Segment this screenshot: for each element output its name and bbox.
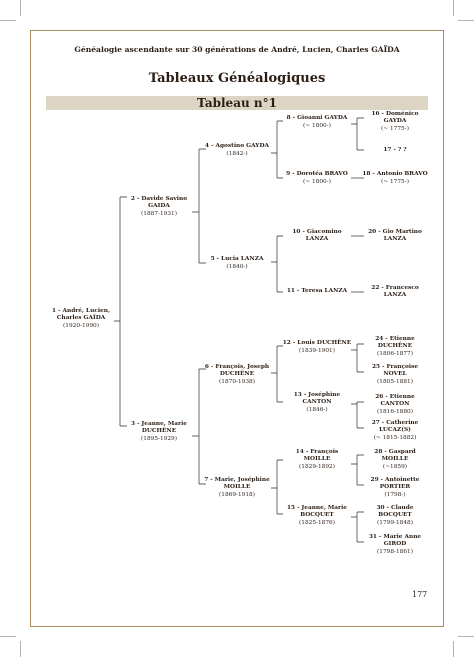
person-25 xyxy=(360,364,430,387)
person-name: 16 - Doménico GAYDA xyxy=(371,111,419,125)
person-name: 10 - Giacomino LANZA xyxy=(292,229,342,243)
person-dates: (1869-1918) xyxy=(219,492,255,499)
person-name: 15 - Jeanne, Marie BOCQUET xyxy=(287,505,347,519)
person-7 xyxy=(201,477,273,500)
person-dates: (1870-1938) xyxy=(219,379,255,386)
person-name: 13 - Joséphine CANTON xyxy=(293,392,341,406)
person-dates: (~ 1800-) xyxy=(303,123,331,130)
person-11 xyxy=(281,288,353,295)
person-15 xyxy=(281,505,353,528)
person-dates: (~ 1800-) xyxy=(303,179,331,186)
person-dates: (1806-1877) xyxy=(377,351,413,358)
person-26 xyxy=(360,394,430,417)
person-29 xyxy=(360,477,430,500)
person-name: 11 - Teresa LANZA xyxy=(286,288,348,294)
person-dates: (1839-1901) xyxy=(299,348,335,355)
person-20 xyxy=(360,229,430,243)
person-name: 28 - Gaspard MOILLE xyxy=(374,449,416,463)
person-13 xyxy=(281,392,353,415)
person-dates: (1799-1848) xyxy=(377,520,413,527)
table-title: Tableau n°1 xyxy=(197,96,277,110)
document-title: Généalogie ascendante sur 30 générations de André, Lucien, Charles GAÏDA xyxy=(74,45,400,54)
person-30 xyxy=(360,505,430,528)
person-3 xyxy=(124,421,194,444)
person-name: 18 - Antonio BRAVO xyxy=(362,171,428,177)
person-dates: (1840-) xyxy=(226,264,248,271)
person-14 xyxy=(281,449,353,472)
person-name: 14 - François MOILLE xyxy=(295,449,339,463)
person-10 xyxy=(281,229,353,243)
person-1 xyxy=(46,308,116,331)
person-name: 8 - Gioanni GAYDA xyxy=(286,115,348,121)
person-dates: (~ 1815-1882) xyxy=(373,435,417,442)
person-dates: (1846-) xyxy=(306,407,328,414)
person-dates: (~1859) xyxy=(382,464,408,471)
section-title: Tableaux Généalogiques xyxy=(148,71,326,86)
person-8 xyxy=(281,115,353,130)
person-dates: (1895-1929) xyxy=(141,436,177,443)
person-dates: (1798-1861) xyxy=(377,549,413,556)
person-6 xyxy=(201,364,273,387)
person-18 xyxy=(360,171,430,186)
person-dates: (1920-1990) xyxy=(63,323,99,330)
person-27 xyxy=(360,420,430,443)
person-name: 25 - Françoise NOVEL xyxy=(371,364,419,378)
person-2 xyxy=(124,196,194,219)
person-dates: (1829-1892) xyxy=(299,464,335,471)
person-dates: (1842-) xyxy=(226,151,248,158)
person-name: 12 - Louis DUCHÊNE xyxy=(282,340,352,346)
person-name: 26 - Etienne CANTON xyxy=(375,394,415,408)
person-17 xyxy=(360,147,430,154)
person-16 xyxy=(360,111,430,134)
person-22 xyxy=(360,285,430,299)
person-name: 22 - Francesco LANZA xyxy=(371,285,419,299)
person-dates: (~ 1775-) xyxy=(381,179,409,186)
person-name: 1 - André, Lucien, Charles GAÏDA xyxy=(52,308,110,322)
person-dates: (1825-1876) xyxy=(299,520,335,527)
person-name: 31 - Marie Anne GIROD xyxy=(368,534,422,548)
person-9 xyxy=(281,171,353,186)
person-dates: (1887-1931) xyxy=(141,211,177,218)
person-name: 7 - Marie, Joséphine MOILLE xyxy=(204,477,270,491)
person-28 xyxy=(360,449,430,472)
person-name: 5 - Lucia LANZA xyxy=(210,256,264,262)
person-name: 24 - Etienne DUCHÊNE xyxy=(375,336,415,350)
person-name: 29 - Antoinette PORTIER xyxy=(370,477,420,491)
person-name: 2 - Davide Savino GAIDA xyxy=(130,196,188,210)
person-name: 20 - Gio Martino LANZA xyxy=(368,229,422,243)
person-24 xyxy=(360,336,430,359)
person-dates: (~ 1775-) xyxy=(381,126,409,133)
person-dates: (1805-1881) xyxy=(377,379,413,386)
person-name: 3 - Jeanne, Marie DUCHÊNE xyxy=(131,421,187,435)
person-name: 27 - Catherine LUCAZ(S) xyxy=(371,420,419,434)
person-dates: (1816-1880) xyxy=(377,409,413,416)
person-name: 17 - ? ? xyxy=(383,147,407,153)
person-31 xyxy=(360,534,430,557)
person-12 xyxy=(281,340,353,355)
person-name: 4 - Agostino GAYDA xyxy=(205,143,269,149)
person-4 xyxy=(201,143,273,158)
person-name: 6 - François, Joseph DUCHÊNE xyxy=(204,364,270,378)
person-name: 9 - Dorotéa BRAVO xyxy=(286,171,348,177)
page-number: 177 xyxy=(412,590,428,599)
person-5 xyxy=(201,256,273,271)
person-dates: (1798-) xyxy=(384,492,406,499)
person-name: 30 - Claude BOCQUET xyxy=(376,505,414,519)
